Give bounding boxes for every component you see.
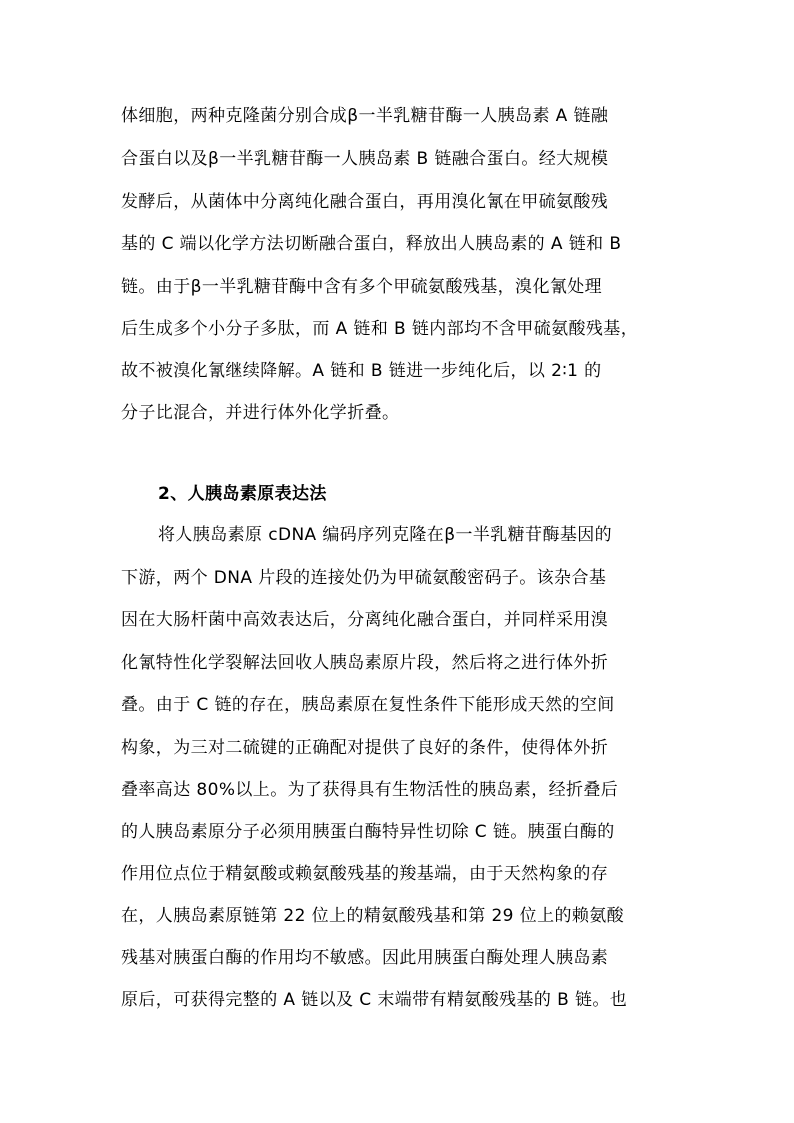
paragraph-line: 故不被溴化氰继续降解。A 链和 B 链进一步纯化后，以 2∶1 的 [121,361,602,381]
paragraph-line: 下游，两个 DNA 片段的连接处仍为甲硫氨酸密码子。该杂合基 [121,568,607,588]
paragraph-line: 在，人胰岛素原链第 22 位上的精氨酸残基和第 29 位上的赖氨酸 [121,906,625,926]
section-heading: 2、人胰岛素原表达法 [158,484,327,504]
paragraph-line: 残基对胰蛋白酶的作用均不敏感。因此用胰蛋白酶处理人胰岛素 [121,948,609,968]
paragraph-line: 叠率高达 80%以上。为了获得具有生物活性的胰岛素，经折叠后 [121,780,619,800]
paragraph-line: 原后，可获得完整的 A 链以及 C 末端带有精氨酸残基的 B 链。也 [121,990,628,1010]
paragraph-line: 发酵后，从菌体中分离纯化融合蛋白，再用溴化氰在甲硫氨酸残 [121,192,609,212]
paragraph-line: 体细胞，两种克隆菌分别合成β一半乳糖苷酶一人胰岛素 A 链融 [121,106,609,126]
paragraph-line: 后生成多个小分子多肽，而 A 链和 B 链内部均不含甲硫氨酸残基， [121,319,639,339]
paragraph-line: 链。由于β一半乳糖苷酶中含有多个甲硫氨酸残基，溴化氰处理 [121,277,603,297]
paragraph-line: 的人胰岛素原分子必须用胰蛋白酶特异性切除 C 链。胰蛋白酶的 [121,822,615,842]
paragraph-line: 分子比混合，并进行体外化学折叠。 [121,403,400,423]
paragraph-line: 叠。由于 C 链的存在，胰岛素原在复性条件下能形成天然的空间 [121,695,615,715]
paragraph-line: 基的 C 端以化学方法切断融合蛋白，释放出人胰岛素的 A 链和 B [121,234,622,254]
paragraph-line: 构象，为三对二硫键的正确配对提供了良好的条件，使得体外折 [121,738,609,758]
paragraph-line: 将人胰岛素原 cDNA 编码序列克隆在β一半乳糖苷酶基因的 [158,525,613,545]
paragraph-line: 因在大肠杆菌中高效表达后，分离纯化融合蛋白，并同样采用溴 [121,610,609,630]
paragraph-line: 化氰特性化学裂解法回收人胰岛素原片段，然后将之进行体外折 [121,653,609,673]
paragraph-line: 合蛋白以及β一半乳糖苷酶一人胰岛素 B 链融合蛋白。经大规模 [121,149,609,169]
paragraph-line: 作用位点位于精氨酸或赖氨酸残基的羧基端，由于天然构象的存 [121,864,609,884]
